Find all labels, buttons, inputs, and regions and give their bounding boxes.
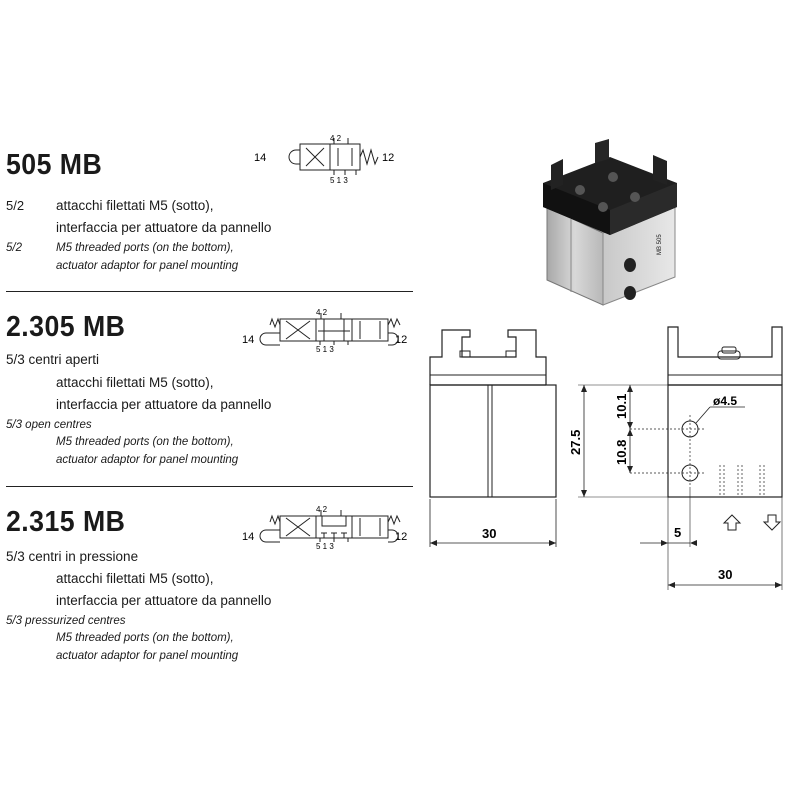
it-line-1: attacchi filettati M5 (sotto), — [56, 571, 214, 586]
port-label-12: 12 — [395, 531, 408, 543]
dim-lower: 10.8 — [614, 439, 629, 465]
side-view-drawing — [560, 315, 795, 595]
dim-upper: 10.1 — [614, 393, 629, 419]
en-line-1: M5 threaded ports (on the bottom), — [56, 632, 234, 644]
photo-label: MB 505 — [657, 234, 663, 255]
port-label-14: 14 — [242, 334, 255, 346]
product-code-2315: 2.315 MB — [6, 506, 126, 538]
valve-symbol-5-2 — [250, 130, 410, 185]
port-label-12: 12 — [382, 152, 395, 164]
function-label: 5/3 centri aperti — [6, 352, 100, 367]
dim-side-width: 30 — [718, 567, 733, 582]
separator — [6, 486, 413, 487]
en-line-1: M5 threaded ports (on the bottom), — [56, 436, 234, 448]
port-label-14: 14 — [254, 152, 267, 164]
function-label: 5/3 centri in pressione — [6, 549, 139, 564]
port-label-bottom: 5 1 3 — [316, 345, 334, 354]
function-code: 5/2 — [6, 198, 25, 213]
en-code: 5/2 — [6, 242, 22, 254]
port-label-12: 12 — [395, 334, 408, 346]
en-line-2: actuator adaptor for panel mounting — [56, 650, 239, 662]
dim-front-width: 30 — [482, 526, 497, 541]
product-code-2305: 2.305 MB — [6, 311, 126, 343]
valve-symbol-5-3-open — [240, 305, 415, 355]
port-label-top: 4 2 — [316, 308, 328, 317]
port-label-bottom: 5 1 3 — [330, 176, 348, 185]
port-label-top: 4 2 — [330, 134, 342, 143]
en-label: 5/3 pressurized centres — [6, 615, 126, 627]
product-code-505: 505 MB — [6, 149, 103, 181]
port-label-14: 14 — [242, 531, 255, 543]
it-line-2: interfaccia per attuatore da pannello — [56, 220, 272, 235]
dim-offset: 5 — [674, 525, 682, 540]
en-label: 5/3 open centres — [6, 419, 92, 431]
dim-hole-diameter: ø4.5 — [713, 394, 738, 408]
valve-symbol-5-3-pressurized — [240, 502, 415, 552]
it-line-2: interfaccia per attuatore da pannello — [56, 593, 272, 608]
front-view-drawing — [420, 315, 565, 555]
it-line-2: interfaccia per attuatore da pannello — [56, 397, 272, 412]
port-label-bottom: 5 1 3 — [316, 542, 334, 551]
it-line-1: attacchi filettati M5 (sotto), — [56, 198, 214, 213]
en-line-1: M5 threaded ports (on the bottom), — [56, 242, 234, 254]
separator — [6, 291, 413, 292]
dim-height: 27.5 — [568, 429, 583, 455]
port-label-top: 4 2 — [316, 505, 328, 514]
product-photo — [535, 135, 695, 310]
it-line-1: attacchi filettati M5 (sotto), — [56, 375, 214, 390]
en-line-2: actuator adaptor for panel mounting — [56, 454, 239, 466]
en-line-2: actuator adaptor for panel mounting — [56, 260, 239, 272]
